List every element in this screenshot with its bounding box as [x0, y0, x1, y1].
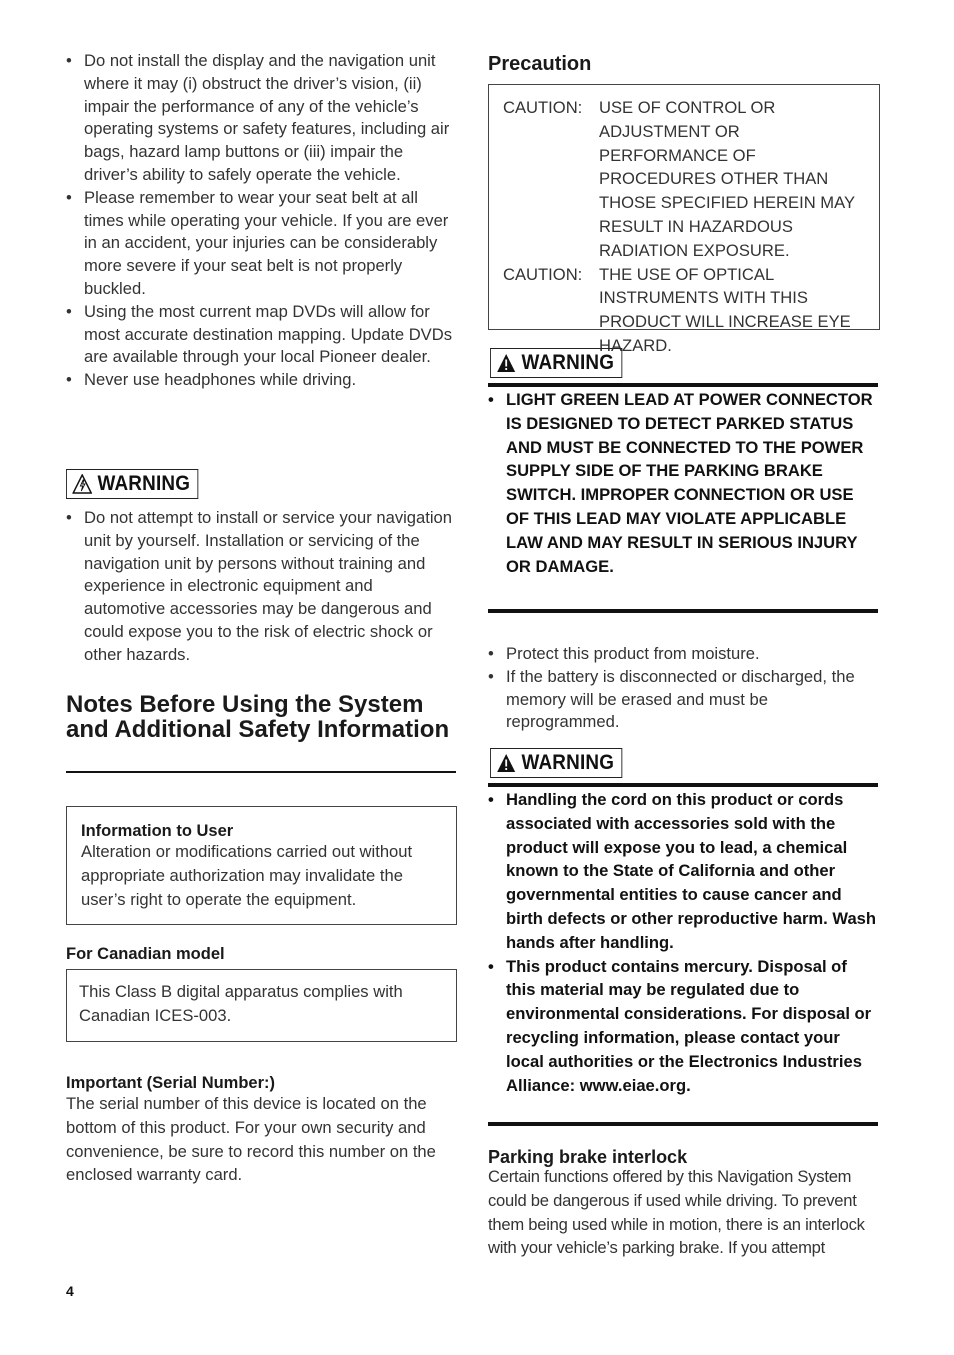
canadian-text: This Class B digital apparatus complies with Canadian ICES-003. [79, 982, 403, 1025]
serial-heading: Important (Serial Number:) [66, 1074, 276, 1092]
canadian-box [66, 969, 457, 1042]
parking-lead-warning-bullets [488, 388, 880, 578]
section-title: Notes Before Using the System and Additional Safety Information [66, 691, 450, 743]
precaution-heading: Precaution [488, 53, 592, 75]
warning-badge [490, 748, 637, 778]
caution-text: USE OF CONTROL OR ADJUSTMENT OR PERFORMANCE OF PROCEDURES OTHER THAN THOSE SPECIFIED HEREIN MAY RESULT IN HAZARDOUS RADIATION EXPOSURE. [599, 98, 855, 260]
list-item: • Never use headphones while driving. [66, 369, 458, 392]
list-item: • Handling the cord on this product or cords associated with accessories sold with the product will expose you to lead, a chemical known to the State of California and other governmental entities to cause cancer and birth defects or other reproductive harm. Wash hands after handling. [488, 788, 880, 955]
serial-text: The serial number of this device is located on the bottom of this product. For your own security and convenience, be sure to record this number on the enclosed warranty card. [66, 1094, 436, 1185]
moisture-battery-bullets [488, 643, 880, 734]
list-item: • This product contains mercury. Disposal of this material may be regulated due to environmental considerations. For disposal or recycling information, please contact your local authorities or the Electronics Industries Alliance: www.eiae.org. [488, 955, 880, 1098]
caution-box [488, 84, 880, 355]
parking-heading: Parking brake interlock [488, 1147, 688, 1167]
section-rule [66, 771, 456, 773]
warning-label: WARNING [97, 472, 191, 495]
warning-triangle-filled-icon [496, 753, 516, 773]
warning-label: WARNING [521, 751, 615, 774]
info-box-text: Alteration or modifications carried out without appropriate authorization may invalidate the user’s right to operate the equipment. [81, 842, 413, 909]
warning-badge [490, 348, 637, 378]
warning-bottom-rule [488, 1122, 878, 1126]
lead-mercury-warning-bullets [488, 788, 880, 1097]
page-number: 4 [66, 1283, 74, 1299]
list-item: • Please remember to wear your seat belt at all times while operating your vehicle. If you are ever in an accident, your injuries can be considerably more severe if your seat belt is not properly buckled. [66, 187, 458, 301]
warning-triangle-outline-icon [72, 474, 92, 494]
warning-top-rule [488, 383, 878, 387]
install-warning-bullets [66, 507, 458, 667]
canadian-heading: For Canadian model [66, 945, 225, 963]
caution-text: THE USE OF OPTICAL INSTRUMENTS WITH THIS PRODUCT WILL INCREASE EYE HAZARD. [599, 264, 851, 355]
list-item: • Do not install the display and the navigation unit where it may (i) obstruct the driver’s vision, (ii) impair the performance of any of the vehicle’s operating systems or safety features, including air bags, hazard lamp buttons or (iii) impair the driver’s ability to safely operate the vehicle. [66, 50, 458, 187]
info-box-title: Information to User [81, 822, 234, 840]
caution-row [503, 263, 865, 358]
info-to-user-box [66, 806, 457, 925]
list-item: • LIGHT GREEN LEAD AT POWER CONNECTOR IS DESIGNED TO DETECT PARKED STATUS AND MUST BE CONNECTED TO THE POWER SUPPLY SIDE OF THE PARKING BRAKE SWITCH. IMPROPER CONNECTION OR USE OF THIS LEAD MAY VIOLATE APPLICABLE LAW AND MAY RESULT IN SERIOUS INJURY OR DAMAGE. [488, 388, 880, 578]
warning-triangle-filled-icon [496, 353, 516, 373]
install-safety-bullets [66, 50, 458, 392]
warning-badge [66, 469, 213, 499]
list-item: • Protect this product from moisture. [488, 643, 880, 666]
list-item: • If the battery is disconnected or discharged, the memory will be erased and must be reprogrammed. [488, 666, 880, 734]
parking-text: Certain functions offered by this Navigation System could be dangerous if used while driving. To prevent them being used while in motion, there is an interlock with your vehicle’s parking brake. If you attempt [488, 1167, 865, 1258]
warning-label: WARNING [521, 351, 615, 374]
caution-label: CAUTION: [503, 264, 583, 284]
warning-bottom-rule [488, 609, 878, 613]
list-item: • Do not attempt to install or service your navigation unit by yourself. Installation or servicing of the navigation unit by persons without training and experience in electronic equipment and automotive accessories may be dangerous and could expose you to the risk of electric shock or other hazards. [66, 507, 458, 667]
caution-label: CAUTION: [503, 98, 583, 117]
warning-top-rule [488, 783, 878, 787]
caution-row [503, 96, 865, 263]
list-item: • Using the most current map DVDs will allow for most accurate destination mapping. Update DVDs are available through your local Pioneer dealer. [66, 301, 458, 369]
